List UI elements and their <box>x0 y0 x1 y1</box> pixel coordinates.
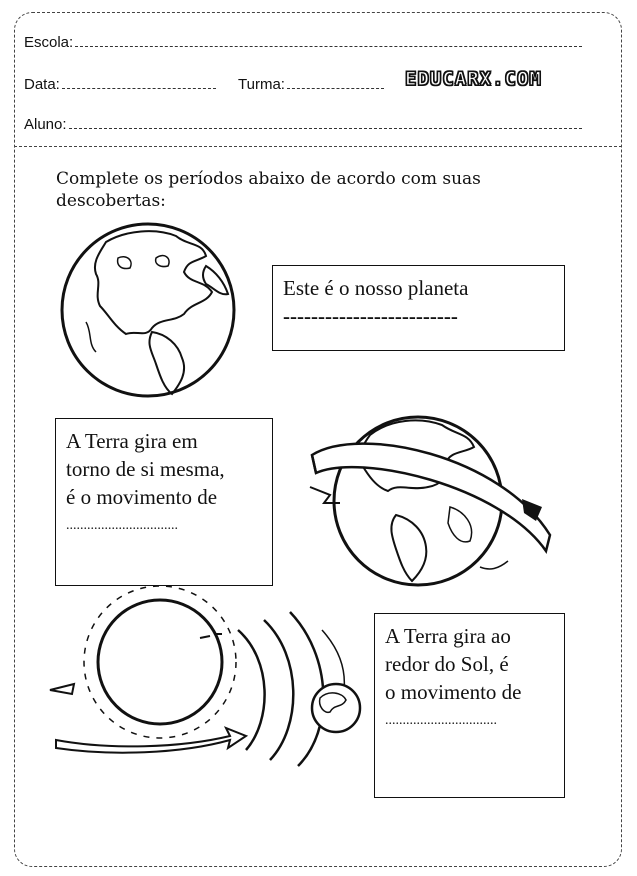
date-label: Data: <box>24 76 60 93</box>
brand-logo: EDUCARX.COM <box>405 68 542 90</box>
class-field[interactable] <box>238 76 384 93</box>
instruction-line-1: Complete os períodos abaixo de acordo com suas <box>56 169 481 189</box>
class-blank-line <box>287 76 384 89</box>
rotation-line-2: torno de si mesma, <box>66 457 225 481</box>
planet-answer-box[interactable] <box>272 265 565 351</box>
translation-line-1: A Terra gira ao <box>385 624 511 648</box>
instruction-text <box>56 168 556 212</box>
date-blank-line <box>62 76 216 89</box>
rotation-answer-line[interactable]: ................................ <box>66 518 178 533</box>
translation-answer-line[interactable]: ................................ <box>385 713 497 728</box>
globe-icon <box>56 222 246 402</box>
rotation-line-3: é o movimento de <box>66 485 218 509</box>
date-field[interactable] <box>24 76 216 93</box>
student-blank-line <box>69 116 582 129</box>
translation-line-2: redor do Sol, é <box>385 652 509 676</box>
rotation-answer-box[interactable] <box>55 418 273 586</box>
student-field[interactable] <box>24 116 582 133</box>
translation-line-3: o movimento de <box>385 680 522 704</box>
instruction-line-2: descobertas: <box>56 191 166 211</box>
rotation-line-1: A Terra gira em <box>66 429 198 453</box>
planet-prompt: Este é o nosso planeta <box>283 276 469 300</box>
sun-orbit-icon <box>50 590 370 780</box>
rotating-earth-icon <box>300 395 570 615</box>
header-divider <box>14 146 622 147</box>
school-label: Escola: <box>24 34 74 51</box>
planet-answer-line[interactable]: ------------------------- <box>283 304 458 328</box>
school-field[interactable] <box>24 34 582 51</box>
student-label: Aluno: <box>24 116 67 133</box>
class-label: Turma: <box>238 76 285 93</box>
school-blank-line <box>75 34 582 47</box>
translation-answer-box[interactable] <box>374 613 565 798</box>
